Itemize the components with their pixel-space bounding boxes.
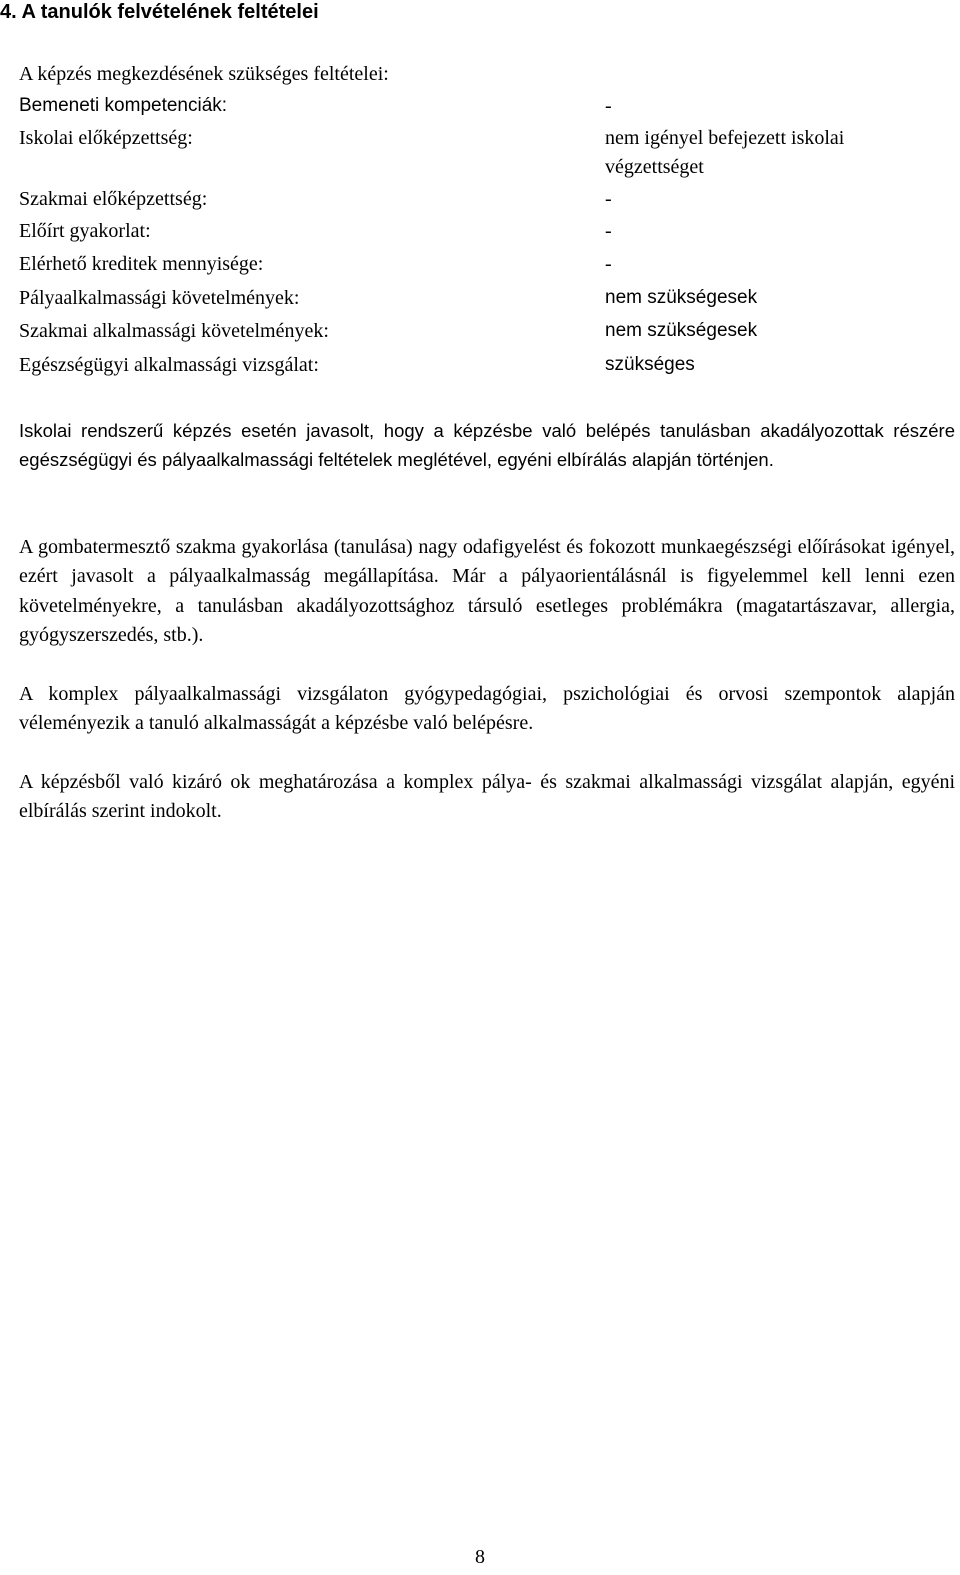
intro-line: A képzés megkezdésének szükséges feltételei:: [19, 63, 389, 85]
paragraph: A képzésből való kizáró ok meghatározása a komplex pálya- és szakmai alkalmassági vizsgálat alapján, egyéni elbírálás szerint indokolt.: [19, 771, 955, 823]
paragraph: A komplex pályaalkalmassági vizsgálaton gyógypedagógiai, pszichológiai és orvosi szempontok alapján véleményezik a tanuló alkalmasságát a képzésbe való belépésre.: [19, 683, 955, 735]
requirement-value: szükséges: [605, 354, 695, 375]
requirement-value: -: [605, 220, 612, 242]
section-heading: 4. A tanulók felvételének feltételei: [0, 1, 319, 23]
requirement-value: -: [605, 188, 612, 210]
requirement-label: Szakmai alkalmassági követelmények:: [19, 320, 329, 342]
paragraph: A gombatermesztő szakma gyakorlása (tanulása) nagy odafigyelést és fokozott munkaegészségi előírásokat igényel, ezért javasolt a pályaalkalmasság megállapítása. Már a pályaorientálásnál is figyelemmel kell lenni ezen követelményekre, a tanulásban akadályozottsághoz társuló esetleges problémákra (magatartászavar, allergia, gyógyszerszedés, stb.).: [19, 536, 955, 646]
requirement-label: Bemeneti kompetenciák:: [19, 95, 228, 116]
requirement-value: nem szükségesek: [605, 320, 758, 341]
requirement-label: Előírt gyakorlat:: [19, 220, 151, 242]
paragraph: Iskolai rendszerű képzés esetén javasolt, hogy a képzésbe való belépés tanulásban akadályozottak részére egészségügyi és pályaalkalmassági feltételek meglétével, egyéni elbírálás alapján történjen.: [19, 420, 955, 471]
requirement-label: Elérhető kreditek mennyisége:: [19, 253, 264, 275]
page-number: 8: [475, 1546, 485, 1568]
requirement-value: nem szükségesek: [605, 287, 758, 308]
requirement-label: Szakmai előképzettség:: [19, 188, 208, 210]
requirement-label: Egészségügyi alkalmassági vizsgálat:: [19, 354, 319, 376]
requirement-value: -: [605, 95, 612, 117]
requirement-label: Iskolai előképzettség:: [19, 127, 193, 149]
requirement-label: Pályaalkalmassági követelmények:: [19, 287, 300, 309]
requirement-value: nem igényel befejezett iskolai végzettséget: [605, 127, 845, 178]
requirement-value: -: [605, 253, 612, 275]
